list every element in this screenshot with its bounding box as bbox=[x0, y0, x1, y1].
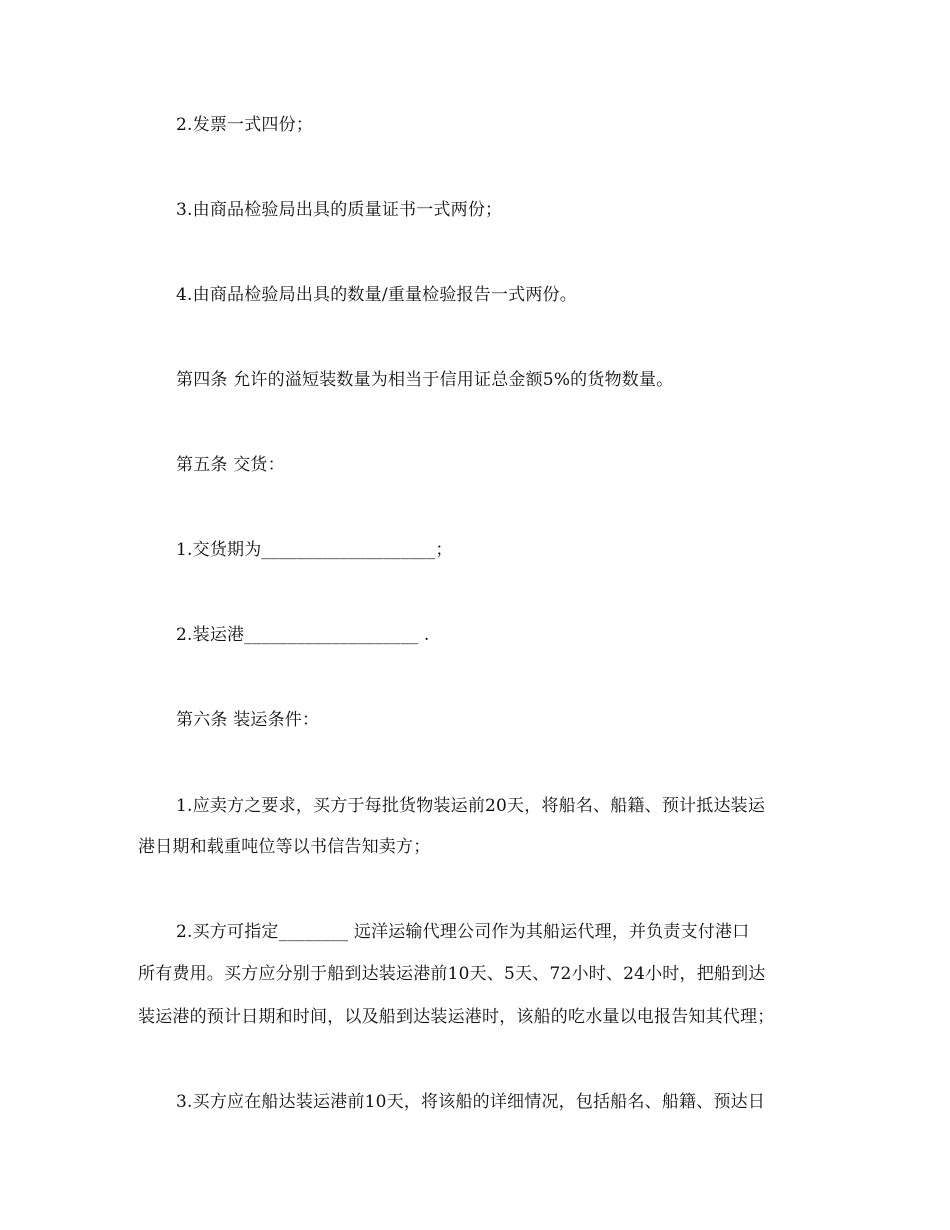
shipping-clause-3-line-1: 3.买方应在船达装运港前10天，将该船的详细情况，包括船名、船籍、预达日 bbox=[176, 1092, 766, 1112]
list-item-quality-certificate: 3.由商品检验局出具的质量证书一式两份； bbox=[176, 200, 503, 220]
article-6-heading: 第六条 装运条件： bbox=[176, 710, 320, 730]
shipping-clause-1-line-2: 港日期和载重吨位等以书信告知卖方； bbox=[138, 837, 431, 857]
article-5-heading: 第五条 交货： bbox=[176, 455, 285, 475]
loading-port-line: 2.装运港____________________ . bbox=[176, 625, 430, 645]
delivery-period-line: 1.交货期为____________________； bbox=[176, 540, 453, 560]
shipping-clause-1-line-1: 1.应卖方之要求，买方于每批货物装运前20天，将船名、船籍、预计抵达装运 bbox=[176, 796, 766, 816]
shipping-clause-2-line-3: 装运港的预计日期和时间，以及船到达装运港时，该船的吃水量以电报告知其代理； bbox=[138, 1007, 775, 1027]
shipping-clause-2-line-1: 2.买方可指定________ 远洋运输代理公司作为其船运代理，并负责支付港口 bbox=[176, 922, 750, 942]
list-item-quantity-report: 4.由商品检验局出具的数量/重量检验报告一式两份。 bbox=[176, 285, 577, 305]
article-4-tolerance: 第四条 允许的溢短装数量为相当于信用证总金额5%的货物数量。 bbox=[176, 370, 674, 390]
shipping-clause-2-line-2: 所有费用。买方应分别于船到达装运港前10天、5天、72小时、24小时，把船到达 bbox=[138, 964, 766, 984]
list-item-invoice: 2.发票一式四份； bbox=[176, 115, 314, 135]
